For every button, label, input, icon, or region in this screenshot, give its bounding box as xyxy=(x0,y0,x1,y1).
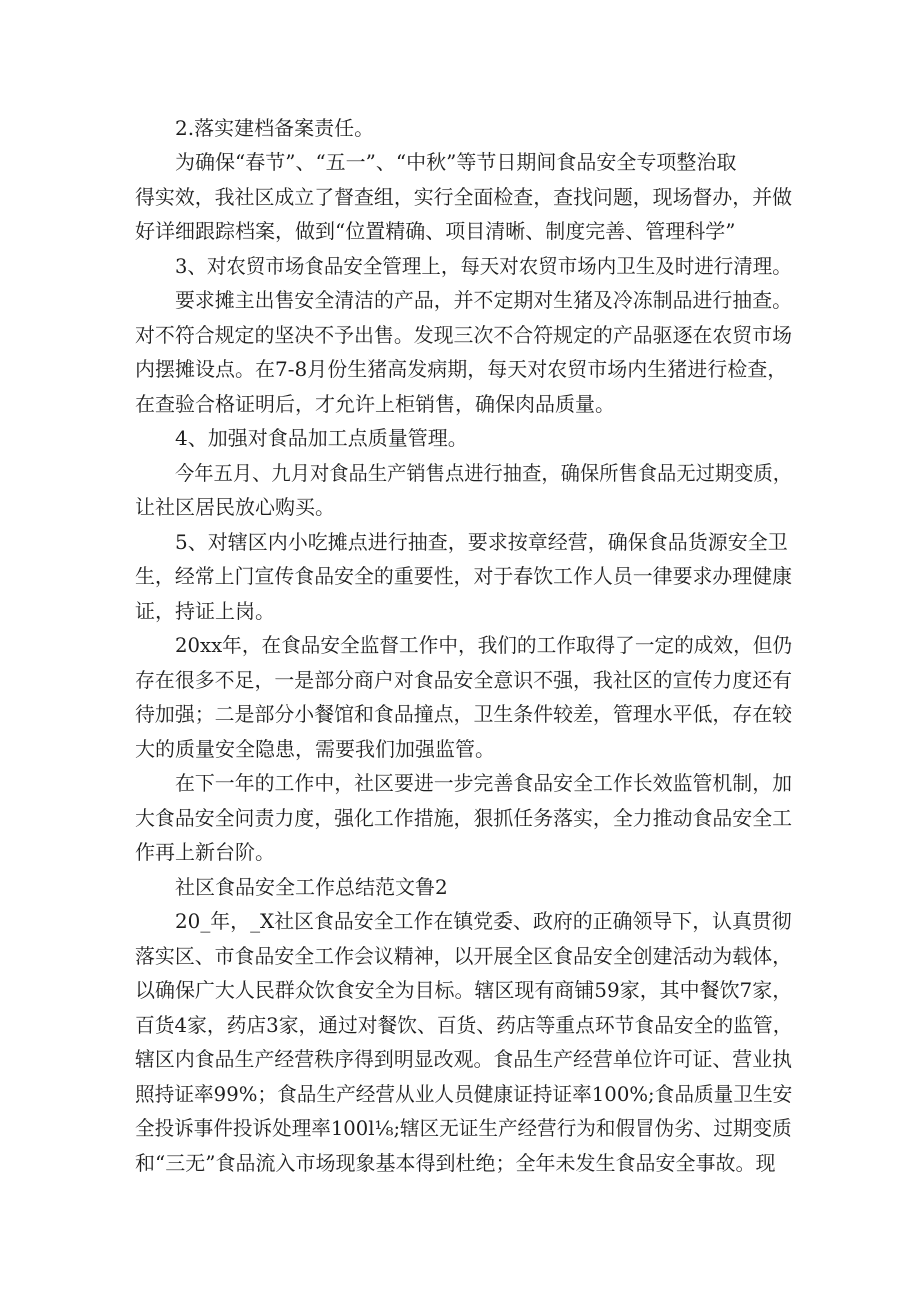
text-line: 作再上新台阶。 xyxy=(135,840,275,864)
text-line: 在查验合格证明后，才允许上柜销售，确保肉品质量。 xyxy=(135,392,615,416)
text-line: 落实区、市食品安全工作会议精神，以开展全区食品安全创建活动为载体， xyxy=(135,944,793,968)
text-line: 内摆摊设点。在7-8月份生猪高发病期，每天对农贸市场内生猪进行检查， xyxy=(135,357,788,381)
text-line: 让社区居民放心购买。 xyxy=(135,495,335,519)
text-line: 今年五月、九月对食品生产销售点进行抽查，确保所售食品无过期变质， xyxy=(175,461,793,485)
text-line: 3、对农贸市场食品安全管理上，每天对农贸市场内卫生及时进行清理。 xyxy=(175,254,792,278)
text-line: 照持证率99%；食品生产经营从业人员健康证持证率100%;食品质量卫生安 xyxy=(135,1082,793,1106)
text-line: 20xx年，在食品安全监督工作中，我们的工作取得了一定的成效，但仍 xyxy=(175,633,793,657)
text-line: 全投诉事件投诉处理率100l⅛;辖区无证生产经营行为和假冒伪劣、过期变质 xyxy=(135,1116,792,1140)
text-line: 得实效，我社区成立了督查组，实行全面检查，查找问题，现场督办，并做 xyxy=(135,185,793,209)
text-line: 要求摊主出售安全清洁的产品，并不定期对生猪及冷冻制品进行抽查。 xyxy=(175,288,793,312)
text-line: 以确保广大人民群众饮食安全为目标。辖区现有商铺59家，其中餐饮7家， xyxy=(135,978,793,1002)
text-line: 百货4家，药店3家，通过对餐饮、百货、药店等重点环节食品安全的监管， xyxy=(135,1013,793,1037)
text-line: 5、对辖区内小吃摊点进行抽查，要求按章经营，确保食品货源安全卫 xyxy=(175,530,788,554)
text-line: 好详细跟踪档案，做到“位置精确、项目清晰、制度完善、管理科学” xyxy=(135,219,736,243)
text-line: 和“三无”食品流入市场现象基本得到杜绝；全年未发生食品安全事故。现 xyxy=(135,1151,776,1175)
text-line: 20_年，_X社区食品安全工作在镇党委、政府的正确领导下，认真贯彻 xyxy=(175,909,792,933)
text-line: 生，经常上门宣传食品安全的重要性，对于春饮工作人员一律要求办理健康 xyxy=(135,564,793,588)
text-line: 2.落实建档备案责任。 xyxy=(175,116,375,140)
text-line: 存在很多不足，一是部分商户对食品安全意识不强，我社区的宣传力度还有 xyxy=(135,668,793,692)
section-heading: 社区食品安全工作总结范文鲁2 xyxy=(175,875,448,899)
text-line: 辖区内食品生产经营秩序得到明显改观。食品生产经营单位许可证、营业执 xyxy=(135,1047,793,1071)
text-line: 4、加强对食品加工点质量管理。 xyxy=(175,426,468,450)
text-line: 待加强；二是部分小餐馆和食品撞点，卫生条件较差，管理水平低，存在较 xyxy=(135,702,793,726)
text-line: 在下一年的工作中，社区要进一步完善食品安全工作长效监管机制，加 xyxy=(175,771,793,795)
text-line: 证，持证上岗。 xyxy=(135,599,275,623)
text-line: 对不符合规定的坚决不予出售。发现三次不合符规定的产品驱逐在农贸市场 xyxy=(135,323,793,347)
text-line: 为确保“春节”、“五一”、“中秋”等节日期间食品安全专项整治取 xyxy=(175,150,737,174)
text-line: 大的质量安全隐患，需要我们加强监管。 xyxy=(135,737,495,761)
text-line: 大食品安全问责力度，强化工作措施，狠抓任务落实，全力推动食品安全工 xyxy=(135,806,793,830)
